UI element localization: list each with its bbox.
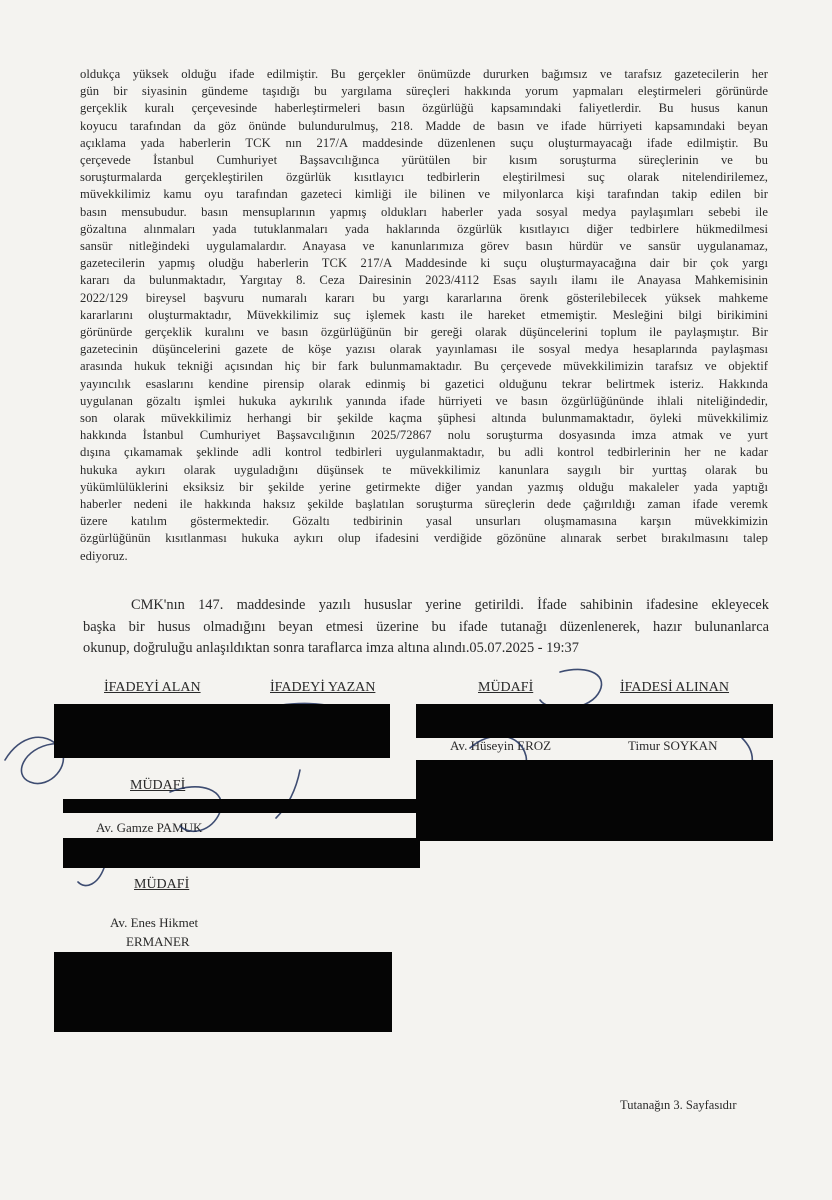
ifadeyi-yazan-heading: İFADEYİ YAZAN <box>270 680 376 695</box>
closing-paragraph <box>83 595 769 660</box>
body-line: görünürde gerçeklik kuralını ve basın özgürlüğünün bir gereği olarak düşüncelerini toplum ile paylaşmıştır. Bir <box>80 325 768 340</box>
body-line: ediyoruz. <box>80 548 128 563</box>
body-line: uygulanan gözaltı işmlei hukuka aykırılık yanında ifade hürriyeti ve basın özgürlüğününde ihlali niteliğindedir, <box>80 393 768 408</box>
redaction-block-6 <box>54 952 392 1032</box>
signature-stroke-3 <box>540 669 602 708</box>
body-line: koyucu tarafından da göz önünde bulundurulmuş, 218. Madde de basın ve ifade hürriyeti kapsamındaki beyan <box>80 118 768 133</box>
closing-line: CMK'nın 147. maddesinde yazılı hususlar yerine getirildi. İfade sahibinin ifadesine ekleyecek <box>131 597 769 613</box>
body-line: arasında hukuk tekniği açısından hiç bir fark bulunmamaktadır. Bu çerçevede müvekkilimizin tarafsız ve objektif <box>80 359 768 374</box>
lawyer-3-name-line1: Av. Enes Hikmet <box>110 915 199 930</box>
lawyer-2-name: Av. Gamze PAMUK <box>96 820 203 835</box>
body-line: hakkında İstanbul Cumhuriyet Başsavcılığının 2025/72867 nolu soruşturma dosyasında imza atmak ve yurt <box>80 428 768 443</box>
body-line: gazetecinin düşüncelerini gazete de köşe yazısı olarak yayınlaması ile sosyal medya hesaplarında paylaşması <box>80 342 768 357</box>
redaction-block-2 <box>416 704 773 738</box>
person-name: Timur SOYKAN <box>628 738 718 753</box>
body-line: yayıncılık esaslarını kendine pirensip olarak edinmiş bi gazetici olduğunu tekrar belirtmek isteriz. Hakkında <box>80 376 768 391</box>
ifadesi-alinan-heading: İFADESİ ALINAN <box>620 680 730 695</box>
redaction-block-4 <box>63 799 420 813</box>
body-line: gazetecilerin yapmış oludğu haberlerin TCK 217/A Maddesinde ki suçu oluşturmayacağına dair bir çok yargı <box>80 256 768 271</box>
body-line: oldukça yüksek olduğu ifade edilmiştir. Bu gerçekler önümüzde dururken bağımsız ve tarafsız gazetecilerin her <box>80 67 768 81</box>
body-line: kararı da bulunmaktadır, Yargıtay 8. Ceza Dairesinin 2023/4112 Esas sayılı ilamı ile Anayasa Mahkemisinin <box>80 273 768 288</box>
body-line: gün bir siyasinin gündeme taşıdığı bu yargılama süreçleri hakkında yorum yapmaları eleştirmeleri görünürde <box>80 84 768 99</box>
body-line: özgürlüğünün kısıtlanması hukuka aykırı olup ifadesini verdiğide gözönüne alınarak serbet bırakılmasını talep <box>80 531 768 546</box>
body-line: gözaltına alınmaları yada tutuklanmaları yada haklarında özgürlük kısıtlayıcı diğer tedbirlere hükmedilmesi <box>80 221 768 236</box>
mudafi-heading-3: MÜDAFİ <box>134 877 190 892</box>
body-line: son olarak müvekkilimiz herhangi bir şekilde kaçma şüphesi altında bulunmamaktadır, öyleki müvekkilimiz <box>80 411 768 426</box>
body-line: kararlarını oluşturmaktadır, Müvekkilimiz suç işlemek kastı ile hareket etmemiştir. Mesleğini bilgi birikimini <box>80 307 768 322</box>
body-line: soruşturmalarda gerçekleştirilen özgürlük kısıtlayıcı tedbirlerin eleştirilmesi suç olarak nitelendirilemez, <box>80 170 768 185</box>
body-line: sansür nitleğindeki uygulamalardır. Anayasa ve kanunlarımıza görev basın hürdür ve sansür uygulanamaz, <box>80 239 768 254</box>
body-line: yükümlülüklerini eksiksiz bir şekilde yerine getirmekte diğer yandan yazmış olduğu makaleler yada yaptığı <box>80 479 768 494</box>
closing-line: başka bir husus olmadığını beyan etmesi üzerine bu ifade tutanağı düzenlenerek, hazır bulunanlarca <box>83 618 769 635</box>
body-line: hukuka aykırı olarak uyguladığını düşünsek te müvekkilimiz kanunlara saygılı bir yurttaş olarak bu <box>80 462 768 477</box>
redaction-block-5 <box>63 838 420 868</box>
body-line: haberler nedeni ile hakkında haksız şekilde başlatılan soruşturma süreçlerin dede çağırıldığı zaman ifade veremk <box>80 497 768 512</box>
body-line: basın mensubudur. basın mensuplarının yapmış oldukları haberler yada sosyal medya paylaşımları sebebi ile <box>80 204 768 219</box>
ifadeyi-alan-heading: İFADEYİ ALAN <box>104 680 201 695</box>
page-footer: Tutanağın 3. Sayfasıdır <box>620 1098 737 1112</box>
body-line: müvekkilimiz kamu oyu tarafından gazeteci kimliği ile bilinen ve milyonlarca kişi tarafından takip edilen bir <box>80 187 768 202</box>
closing-line: okunup, doğruluğu anlaşıldıktan sonra taraflarca imza altına alındı.05.07.2025 - 19:37 <box>83 640 579 656</box>
body-line: gerçeklik kuralı çerçevesinde haberleştirmeleri basın özgürlüğü kapsamındaki faliyetlerdir. Bu husus kanun <box>80 101 768 116</box>
body-line: dışına çıkamamak şeklinde adli kontrol tedbirleri uygulanmaktadır, bu adli kontrol tedbirlerinin her ne kadar <box>80 445 768 460</box>
redaction-block-3 <box>416 760 773 841</box>
statement-body <box>80 66 768 565</box>
lawyer-1-name: Av. Hüseyin EROZ <box>450 738 552 753</box>
body-line: açıklama yada haberlerin TCK nın 217/A maddesinde düzenlenen suçu oluşturmayacağı ifade edilmiştir. Bu <box>80 135 768 150</box>
mudafi-heading-1: MÜDAFİ <box>478 680 534 695</box>
body-line: 2022/129 bireysel başvuru numaralı kararı bu yargı kararlarına örenk gösterilebilecek yüksek mahkeme <box>80 290 768 305</box>
redaction-block-1 <box>54 704 390 758</box>
body-line: çerçevede İstanbul Cumhuriyet Başsavcılığınca yürütülen bir kısım soruşturma süreçlerinin ve bu <box>80 153 768 168</box>
mudafi-heading-2: MÜDAFİ <box>130 778 186 793</box>
body-line: üzere katılım göstermektedir. Gözaltı tedbirinin yasal unsurları oluşmamasına karşın müvekkimizin <box>80 514 768 529</box>
lawyer-3-name-line2: ERMANER <box>126 934 190 949</box>
